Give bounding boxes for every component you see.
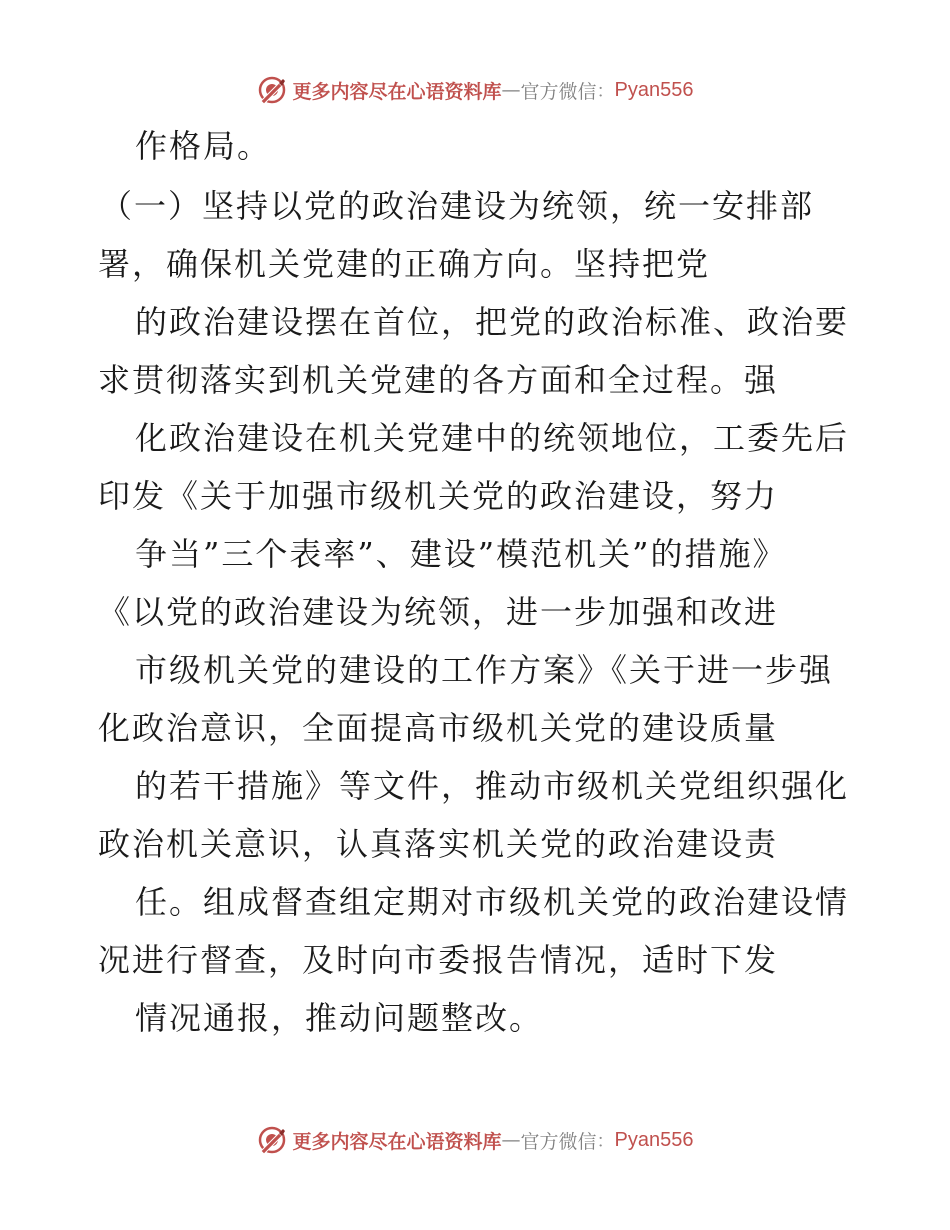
body-line: 情况通报，推动问题整改。: [135, 999, 544, 1037]
watermark-channel: 官方微信: [520, 80, 597, 103]
pen-logo-icon: [257, 1125, 287, 1155]
watermark-text: 更多内容尽在心语资料库: [292, 80, 502, 103]
body-line: 任。组成督查组定期对市级机关党的政治建设情: [135, 883, 850, 921]
watermark-dash: —: [501, 1129, 521, 1151]
body-line: 化政治建设在机关党建中的统领地位，工委先后: [135, 419, 850, 457]
body-line: 求贯彻落实到机关党建的各方面和全过程。强: [98, 361, 779, 399]
body-line: 争当”三个表率”、建设”模范机关”的措施》: [135, 535, 787, 573]
watermark-account: Pyan556: [614, 1128, 694, 1151]
body-line: 化政治意识，全面提高市级机关党的建设质量: [98, 709, 779, 747]
body-line: 印发《关于加强市级机关党的政治建设，努力: [98, 477, 779, 515]
body-line: 况进行督查，及时向市委报告情况，适时下发: [98, 941, 779, 979]
watermark-banner-top: [0, 72, 950, 108]
watermark-separator: ：: [596, 81, 615, 102]
body-line: 作格局。: [135, 127, 272, 165]
body-line: （一）坚持以党的政治建设为统领，统一安排部: [100, 187, 815, 225]
watermark-banner-bottom: [0, 1122, 950, 1158]
watermark-dash: —: [501, 79, 521, 101]
watermark-text: 更多内容尽在心语资料库: [292, 1130, 502, 1153]
body-line: 政治机关意识，认真落实机关党的政治建设责: [98, 825, 779, 863]
body-line: 的若干措施》等文件，推动市级机关党组织强化: [135, 767, 850, 805]
body-line: 《以党的政治建设为统领，进一步加强和改进: [98, 593, 779, 631]
watermark-account: Pyan556: [614, 78, 694, 101]
body-line: 署，确保机关党建的正确方向。坚持把党: [98, 245, 711, 283]
watermark-channel: 官方微信: [520, 1130, 597, 1153]
pen-logo-icon: [257, 75, 287, 105]
watermark-separator: ：: [596, 1131, 615, 1152]
body-line: 市级机关党的建设的工作方案》《关于进一步强: [135, 651, 834, 689]
body-line: 的政治建设摆在首位，把党的政治标准、政治要: [135, 303, 850, 341]
